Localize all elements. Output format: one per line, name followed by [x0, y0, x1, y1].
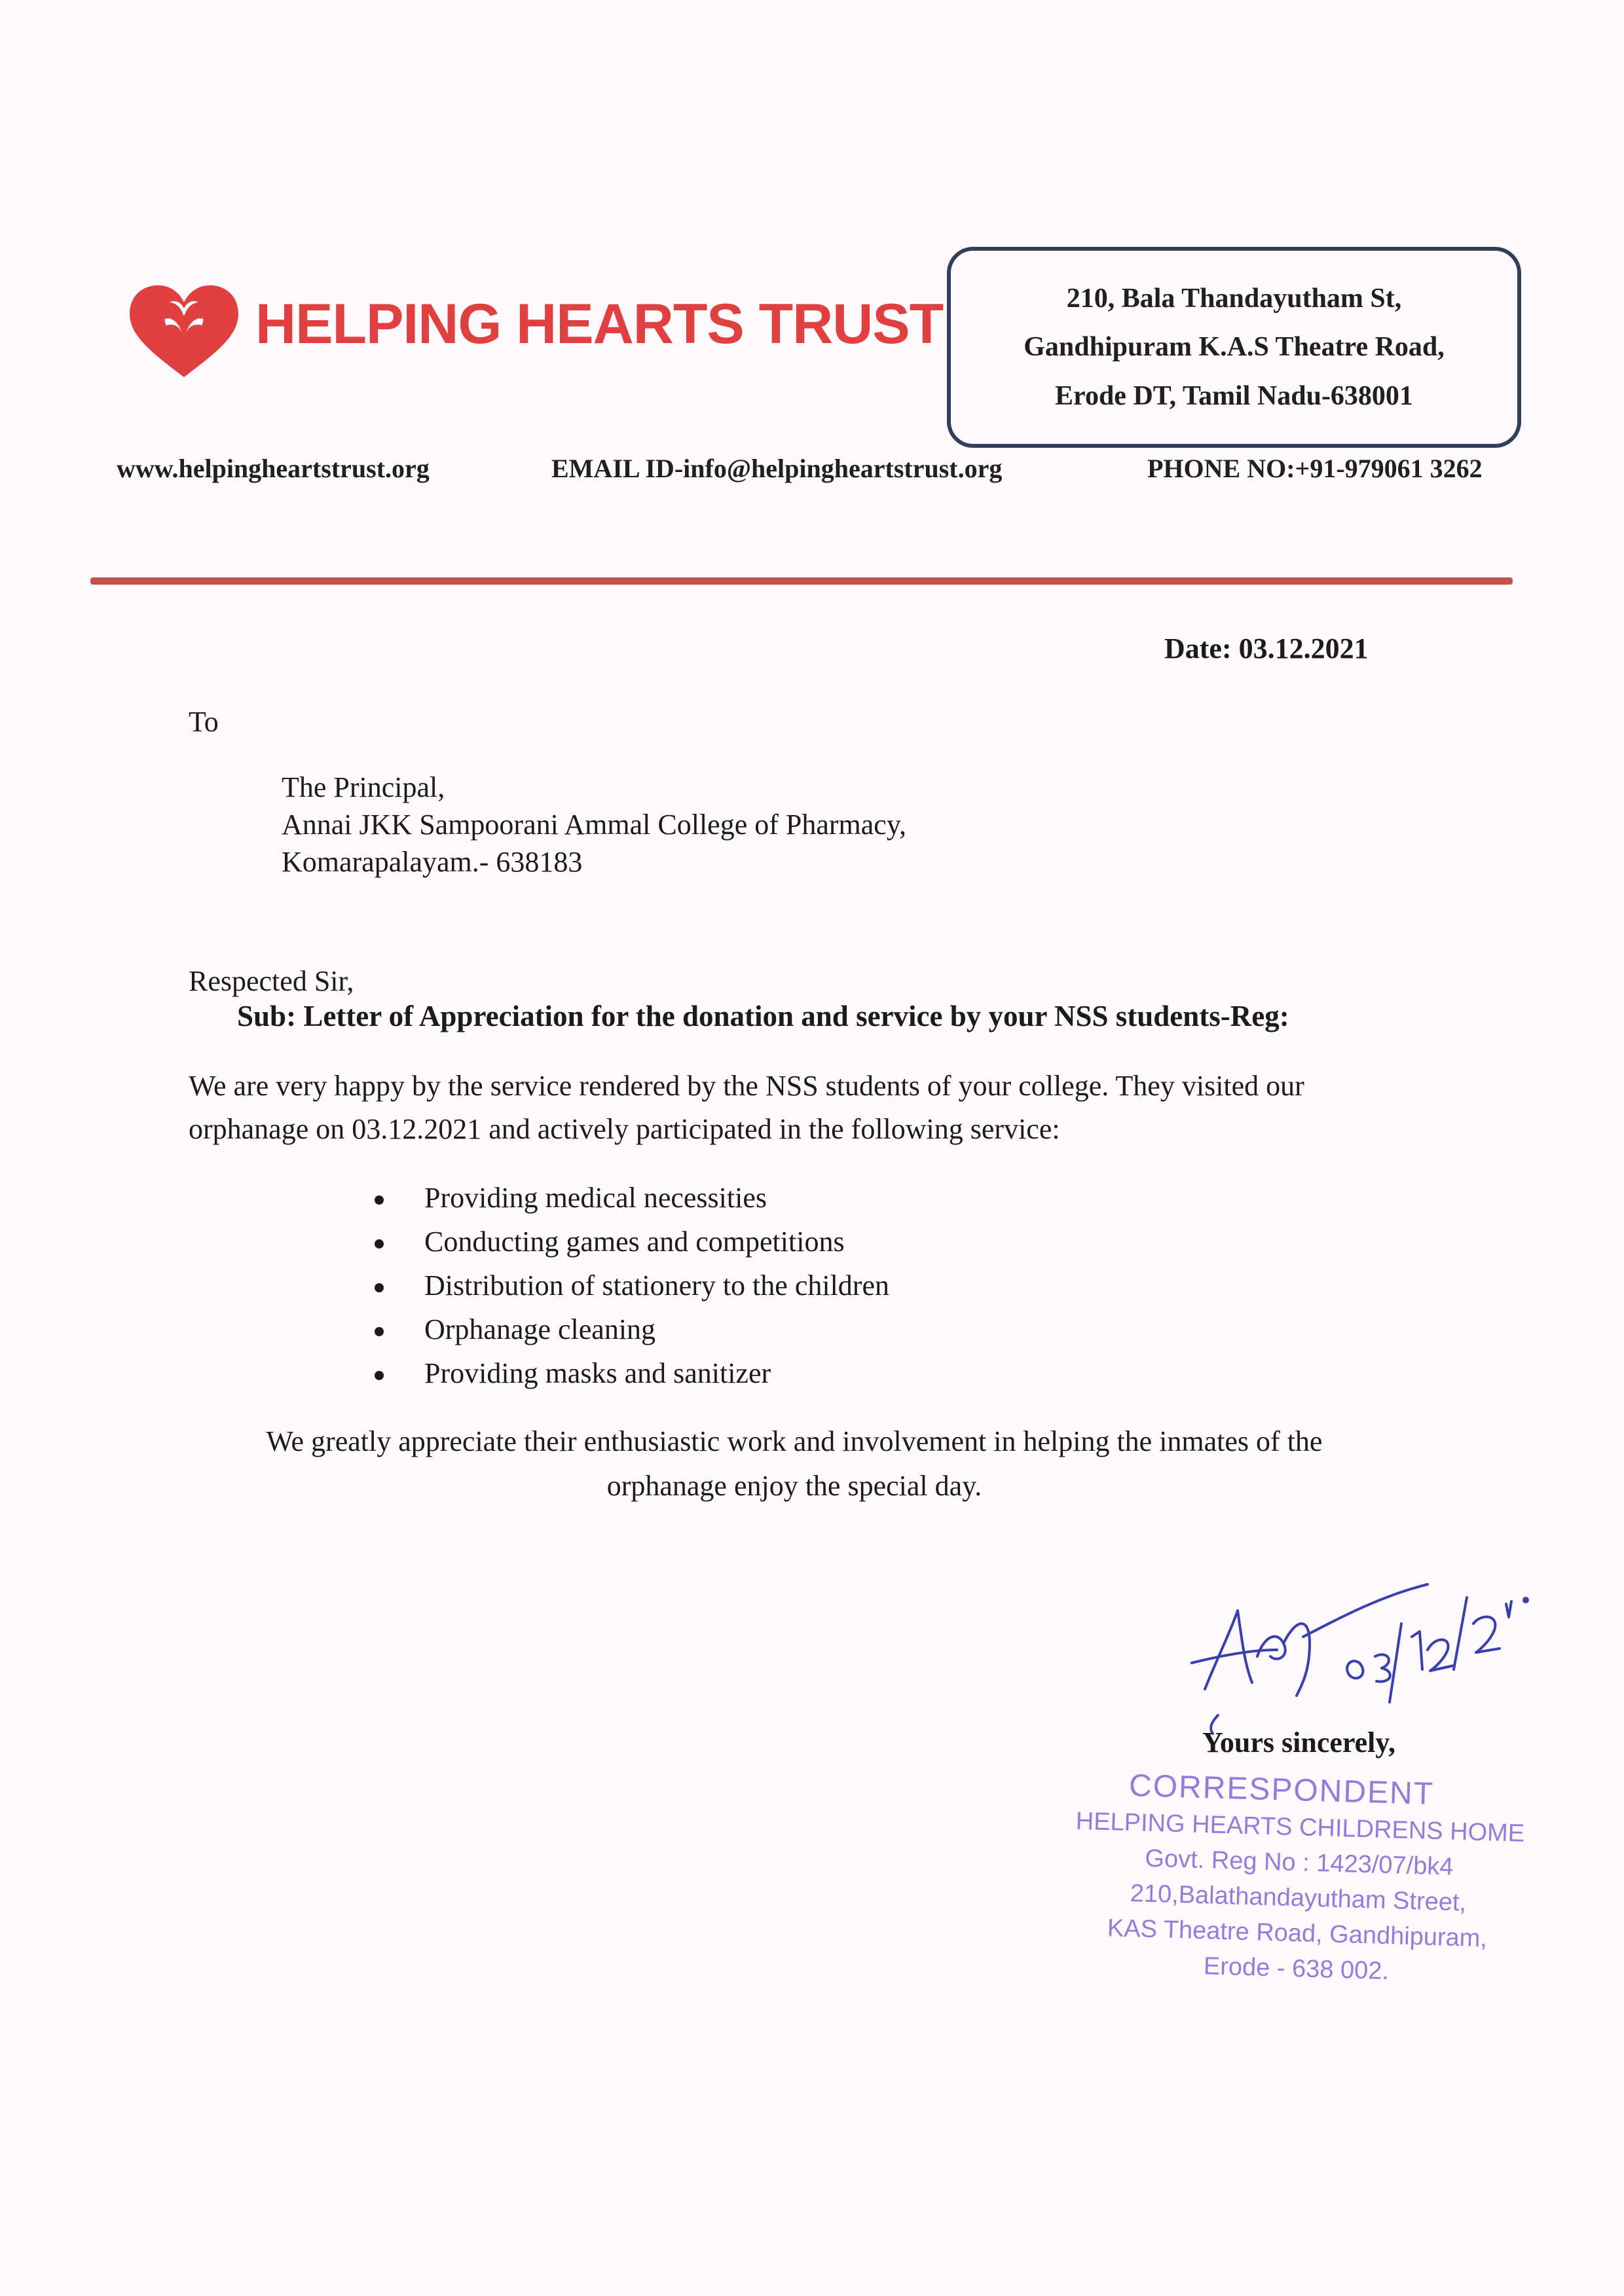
- address-line: Gandhipuram K.A.S Theatre Road,: [1024, 332, 1445, 363]
- recipient-line: Annai JKK Sampoorani Ammal College of Pharmacy,: [282, 809, 906, 841]
- phone-text: PHONE NO:+91-979061 3262: [1147, 454, 1483, 483]
- closing-paragraph: [156, 1419, 1433, 1508]
- stamp-title: CORRESPONDENT: [1128, 1768, 1435, 1812]
- stamp-line: Govt. Reg No : 1423/07/bk4: [1144, 1844, 1454, 1881]
- paragraph-line: orphanage on 03.12.2021 and actively participated in the following service:: [189, 1113, 1060, 1145]
- heart-hands-logo-icon: [126, 280, 242, 384]
- letter-date: Date: 03.12.2021: [1164, 632, 1369, 665]
- stamp-line: Erode - 638 002.: [1203, 1952, 1390, 1986]
- stamp-line: HELPING HEARTS CHILDRENS HOME: [1075, 1807, 1525, 1848]
- to-label: To: [189, 706, 219, 738]
- services-list: [373, 1176, 889, 1395]
- list-item: Distribution of stationery to the children: [373, 1264, 889, 1307]
- list-item: Orphanage cleaning: [373, 1307, 889, 1351]
- list-item: Conducting games and competitions: [373, 1220, 889, 1264]
- email-text: EMAIL ID-info@helpingheartstrust.org: [551, 454, 1003, 483]
- sign-off: Yours sincerely,: [1202, 1726, 1395, 1758]
- correspondent-stamp: [1054, 1765, 1544, 1994]
- paragraph-line: We are very happy by the service rendered by the NSS students of your college. They visited our: [189, 1070, 1304, 1102]
- website-text: www.helpingheartstrust.org: [117, 454, 430, 483]
- letterhead-divider: [90, 577, 1513, 585]
- paragraph-line: orphanage enjoy the special day.: [606, 1470, 982, 1502]
- list-item: Providing masks and sanitizer: [373, 1351, 889, 1395]
- organization-name: HELPING HEARTS TRUST: [255, 293, 944, 355]
- subject-line: Sub: Letter of Appreciation for the donation and service by your NSS students-Reg:: [237, 1000, 1289, 1032]
- intro-paragraph: [189, 1065, 1304, 1151]
- paragraph-line: We greatly appreciate their enthusiastic work and involvement in helping the inmates of the: [266, 1425, 1323, 1457]
- list-item: Providing medical necessities: [373, 1176, 889, 1220]
- address-box: [947, 247, 1521, 448]
- recipient-line: Komarapalayam.- 638183: [282, 846, 583, 878]
- recipient-address: [282, 769, 906, 881]
- handwritten-signature: [1179, 1558, 1545, 1735]
- stamp-line: KAS Theatre Road, Gandhipuram,: [1107, 1914, 1488, 1953]
- salutation: Respected Sir,: [189, 965, 354, 997]
- address-line: 210, Bala Thandayutham St,: [1066, 283, 1402, 314]
- recipient-line: The Principal,: [282, 771, 445, 803]
- stamp-line: 210,Balathandayutham Street,: [1130, 1880, 1467, 1917]
- address-line: Erode DT, Tamil Nadu-638001: [1055, 380, 1413, 411]
